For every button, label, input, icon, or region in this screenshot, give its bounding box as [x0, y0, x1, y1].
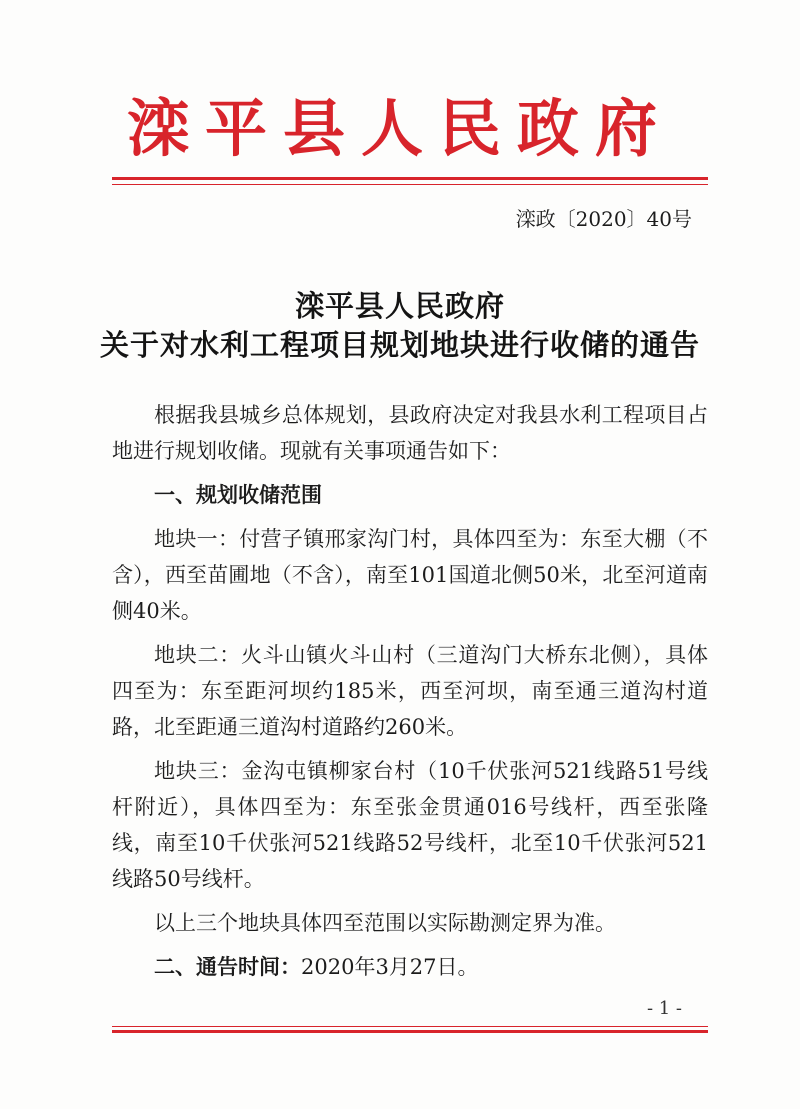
footer-red-rule-thick	[112, 1030, 708, 1033]
parcel-three-paragraph: 地块三：金沟屯镇柳家台村（10千伏张河521线路51号线杆附近），具体四至为：东至张金贯通016号线杆，西至张隆线，南至10千伏张河521线路52号线杆，北至10千伏张河521线路50号线杆。	[112, 759, 708, 891]
notice-title-subject: 关于对水利工程项目规划地块进行收储的通告	[99, 328, 700, 362]
government-masthead: 滦平县人民政府	[126, 92, 673, 165]
notice-title-issuer: 滦平县人民政府	[294, 289, 505, 323]
masthead-red-rule-thin	[112, 184, 708, 185]
document-number: 滦政〔2020〕40号	[515, 207, 692, 231]
masthead-red-rule-thick	[112, 177, 708, 180]
section-heading-scope: 一、规划收储范围	[154, 483, 322, 507]
parcel-two-paragraph: 地块二：火斗山镇火斗山村（三道沟门大桥东北侧），具体四至为：东至距河坝约185米，西至河坝，南至通三道沟村道路，北至距通三道沟村道路约260米。	[112, 643, 708, 739]
page-number: - 1 -	[646, 998, 682, 1019]
parcel-one-paragraph: 地块一：付营子镇邢家沟门村，具体四至为：东至大棚（不含），西至苗圃地（不含），南至101国道北侧50米，北至河道南侧40米。	[112, 527, 708, 623]
notice-date-value: 2020年3月27日。	[301, 955, 479, 979]
intro-paragraph: 根据我县城乡总体规划，县政府决定对我县水利工程项目占地进行规划收储。现就有关事项通告如下：	[112, 403, 708, 463]
section-notice-date	[112, 949, 708, 985]
section-heading-date: 二、通告时间：	[154, 955, 301, 979]
footer-red-rule-thin	[112, 1026, 708, 1027]
notice-body	[112, 397, 708, 985]
scope-note-paragraph: 以上三个地块具体四至范围以实际勘测定界为准。	[154, 911, 616, 935]
